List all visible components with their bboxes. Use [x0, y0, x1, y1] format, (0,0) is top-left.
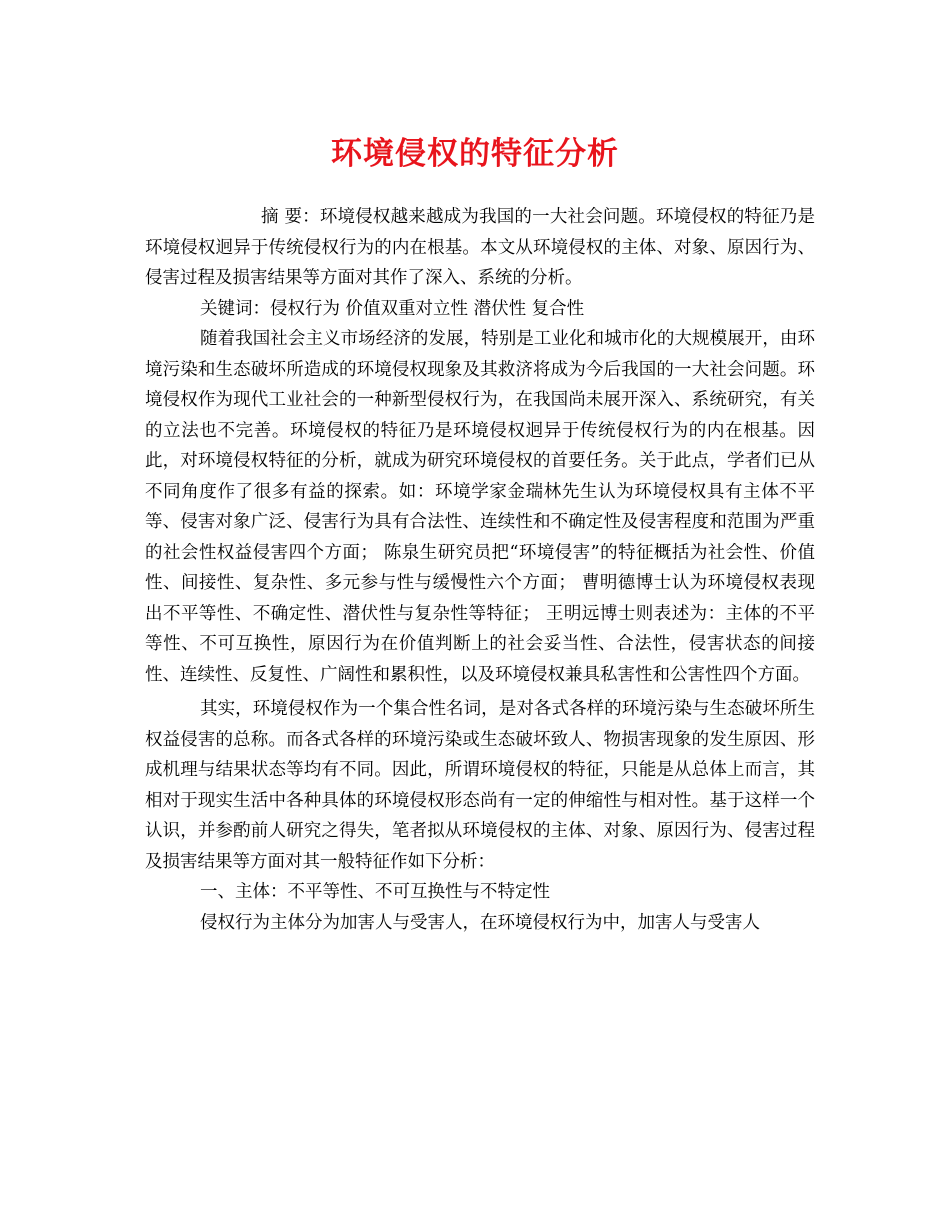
document-body — [145, 202, 815, 938]
document-title: 环境侵权的特征分析 — [331, 136, 619, 172]
body-paragraph-2: 其实，环境侵权作为一个集合性名词，是对各式各样的环境污染与生态破坏所生权益侵害的总称。而各式各样的环境污染或生态破坏致人、物损害现象的发生原因、形成机理与结果状态等均有不同。因此，所谓环境侵权的特征，只能是从总体上而言，其相对于现实生活中各种具体的环境侵权形态尚有一定的伸缩性与相对性。基于这样一个认识，并参酌前人研究之得失，笔者拟从环境侵权的主体、对象、原因行为、侵害过程及损害结果等方面对其一般特征作如下分析： — [145, 699, 815, 872]
keywords-paragraph: 关键词：侵权行为 价值双重对立性 潜伏性 复合性 — [200, 298, 585, 319]
body-paragraph-1: 随着我国社会主义市场经济的发展，特别是工业化和城市化的大规模展开，由环境污染和生态破坏所造成的环境侵权现象及其救济将成为今后我国的一大社会问题。环境侵权作为现代工业社会的一种新型侵权行为，在我国尚未展开深入、系统研究，有关的立法也不完善。环境侵权的特征乃是环境侵权迥异于传统侵权行为的内在根基。因此，对环境侵权特征的分析，就成为研究环境侵权的首要任务。关于此点，学者们已从不同角度作了很多有益的探索。如：环境学家金瑞林先生认为环境侵权具有主体不平等、侵害对象广泛、侵害行为具有合法性、连续性和不确定性及侵害程度和范围为严重的社会性权益侵害四个方面； 陈泉生研究员把“环境侵害”的特征概括为社会性、价值性、间接性、复杂性、多元参与性与缓慢性六个方面； 曹明德博士认为环境侵权表现出不平等性、不确定性、潜伏性与复杂性等特征； 王明远博士则表述为：主体的不平等性、不可互换性，原因行为在价值判断上的社会妥当性、合法性，侵害状态的间接性、连续性、反复性、广阔性和累积性，以及环境侵权兼具私害性和公害性四个方面。 — [145, 329, 815, 685]
abstract-paragraph: 摘 要：环境侵权越来越成为我国的一大社会问题。环境侵权的特征乃是环境侵权迥异于传统侵权行为的内在根基。本文从环境侵权的主体、对象、原因行为、侵害过程及损害结果等方面对其作了深入、系统的分析。 — [145, 207, 815, 288]
section-heading-1: 一、主体：不平等性、不可互换性与不特定性 — [200, 882, 550, 902]
body-paragraph-3: 侵权行为主体分为加害人与受害人，在环境侵权行为中，加害人与受害人 — [200, 912, 760, 933]
